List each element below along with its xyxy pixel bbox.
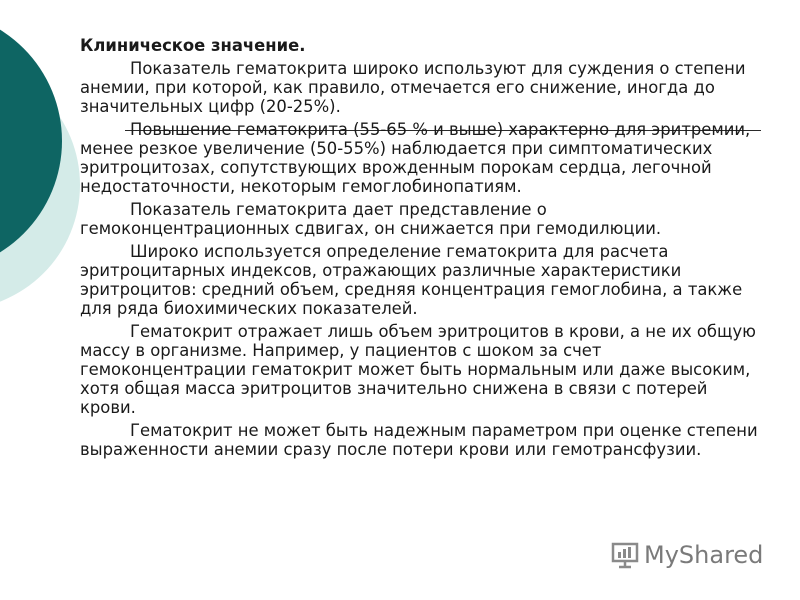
presentation-board-icon — [610, 540, 640, 570]
slide-title: Клиническое значение. — [80, 36, 306, 55]
watermark — [610, 537, 763, 573]
paragraph-1: Показатель гематокрита широко используют для суждения о степени анемии, при которой, как правило, отмечается его снижение, иногда до значительных цифр (20-25%). — [80, 59, 746, 116]
watermark-text: MyShared — [644, 541, 764, 569]
paragraph-3: Показатель гематокрита дает представление о гемоконцентрационных сдвигах, он снижается при гемодилюции. — [80, 200, 662, 238]
paragraph-2: Повышение гематокрита (55-65 % и выше) характерно для эритремии, менее резкое увеличение (50-55%) наблюдается при симптоматических эритроцитозах, сопутствующих врожденным порокам сердца, легочной недостаточности, некоторым гемоглобинопатиям. — [80, 120, 751, 196]
paragraph-5: Гематокрит отражает лишь объем эритроцитов в крови, а не их общую массу в организме. Например, у пациентов с шоком за счет гемоконцентрации гематокрит может быть нормальным или даже высоким, хотя общая масса эритроцитов значительно снижена в связи с потерей крови. — [80, 322, 756, 417]
slide-content — [80, 36, 760, 463]
paragraph-6: Гематокрит не может быть надежным параметром при оценке степени выраженности анемии сразу после потери крови или гемотрансфузии. — [80, 421, 758, 459]
paragraph-4: Широко используется определение гематокрита для расчета эритроцитарных индексов, отражающих различные характеристики эритроцитов: средний объем, средняя концентрация гемоглобина, а также для ряда биохимических показателей. — [80, 242, 743, 318]
